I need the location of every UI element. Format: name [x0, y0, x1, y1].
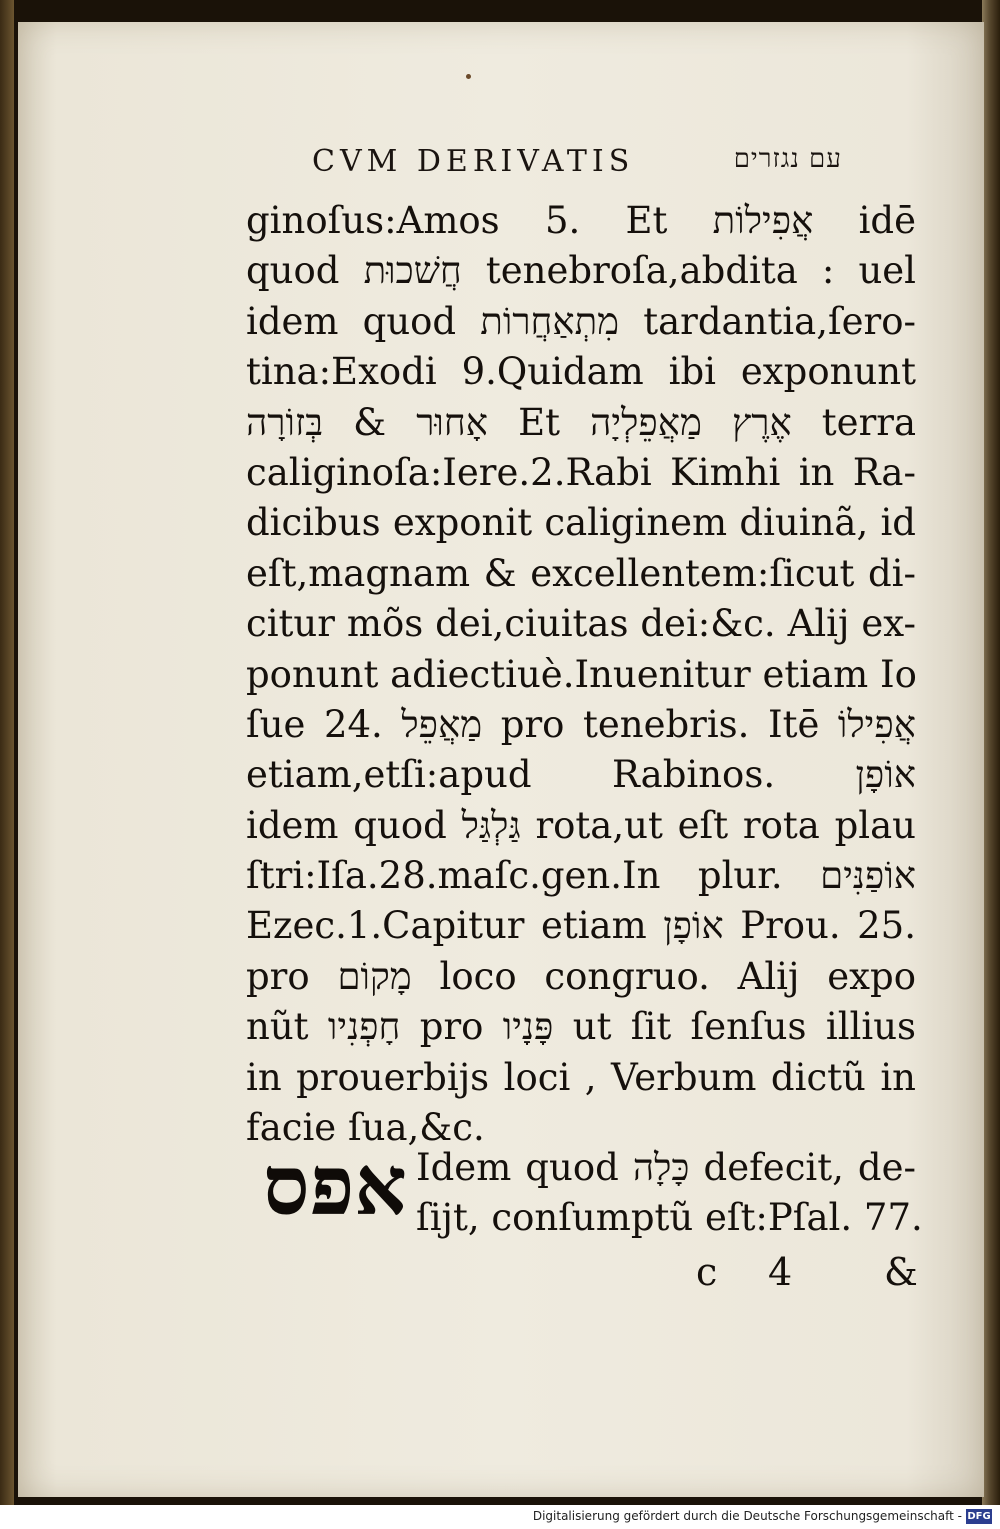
catchword: & — [884, 1250, 918, 1294]
running-header — [312, 140, 852, 184]
signature-mark: c — [696, 1250, 718, 1294]
text-line: tina:Exodi 9.Quidam ibi exponunt — [246, 350, 916, 394]
text-line: ponunt adiectiuè.Inuenitur etiam Io — [246, 652, 917, 696]
text-line: ſtri:Iſa.28.maſc.gen.In plur. אוֹפַנִּים — [246, 854, 916, 898]
text-line: ſijt, conſumptũ eſt:Pſal. 77. — [416, 1196, 923, 1240]
text-line: etiam,etſi:apud Rabinos. אוֹפָן — [246, 753, 916, 797]
text-line: nũt חָפְנִיו pro פָּנָיו ut ſit ſenſus illius — [246, 1005, 917, 1049]
running-header-hebrew: עם נגזרים — [733, 144, 842, 174]
hebrew-initial-block — [260, 1138, 410, 1253]
running-header-latin: CVM DERIVATIS — [312, 144, 635, 179]
text-line: quod חֲשׁכוּת tenebroſa,abdita : uel — [246, 249, 916, 293]
text-line: Idem quod כָּלָה defecit, de- — [416, 1146, 916, 1189]
text-line: ginoſus:Amos 5. Et אֲפִילוֹת idē — [246, 199, 916, 242]
digitization-footer — [0, 1505, 1000, 1529]
main-text-block — [246, 196, 916, 1153]
dfg-logo-icon: DFG — [967, 1511, 991, 1522]
text-line: citur mõs dei,ciuitas dei:&c. Alij ex- — [246, 602, 916, 646]
text-line: Ezec.1.Capitur etiam אוֹפָן Prou. 25. — [246, 904, 916, 948]
signature-number: 4 — [768, 1250, 793, 1294]
text-line: in prouerbijs loci , Verbum dictũ in — [246, 1055, 916, 1099]
text-line: caliginoſa:Iere.2.Rabi Kimhi in Ra- — [246, 450, 916, 494]
text-line: ſue 24. מַאֲפֵל pro tenebris. Itē אֲפִילוֹ — [246, 702, 916, 746]
book-fore-edge — [982, 0, 1000, 1505]
text-line: idem quod גַּלְגַּל rota,ut eſt rota plau — [246, 803, 917, 847]
text-line: facie ſua,&c. — [246, 1106, 485, 1150]
text-line: eſt,magnam & excellentem:ſicut di- — [246, 551, 916, 595]
footer-credit: Digitalisierung gefördert durch die Deutsche Forschungsgemeinschaft - — [532, 1509, 962, 1523]
text-line: pro מָקוֹם loco congruo. Alij expo — [246, 954, 916, 998]
ink-spot — [466, 74, 471, 79]
initial-entry-text — [416, 1142, 923, 1243]
book-spine-edge — [0, 0, 14, 1505]
text-line: אָחוּר & בְּזוֹרָה Et אֶרֶץ מַאֲפֵלְיָה terra — [246, 400, 916, 444]
hebrew-initial-word: אפס — [263, 1138, 407, 1234]
text-line: dicibus exponit caliginem diuinã, id — [246, 501, 916, 545]
text-line: idem quod מִתְאַחֲרוֹת tardantia,ſero- — [246, 299, 917, 343]
